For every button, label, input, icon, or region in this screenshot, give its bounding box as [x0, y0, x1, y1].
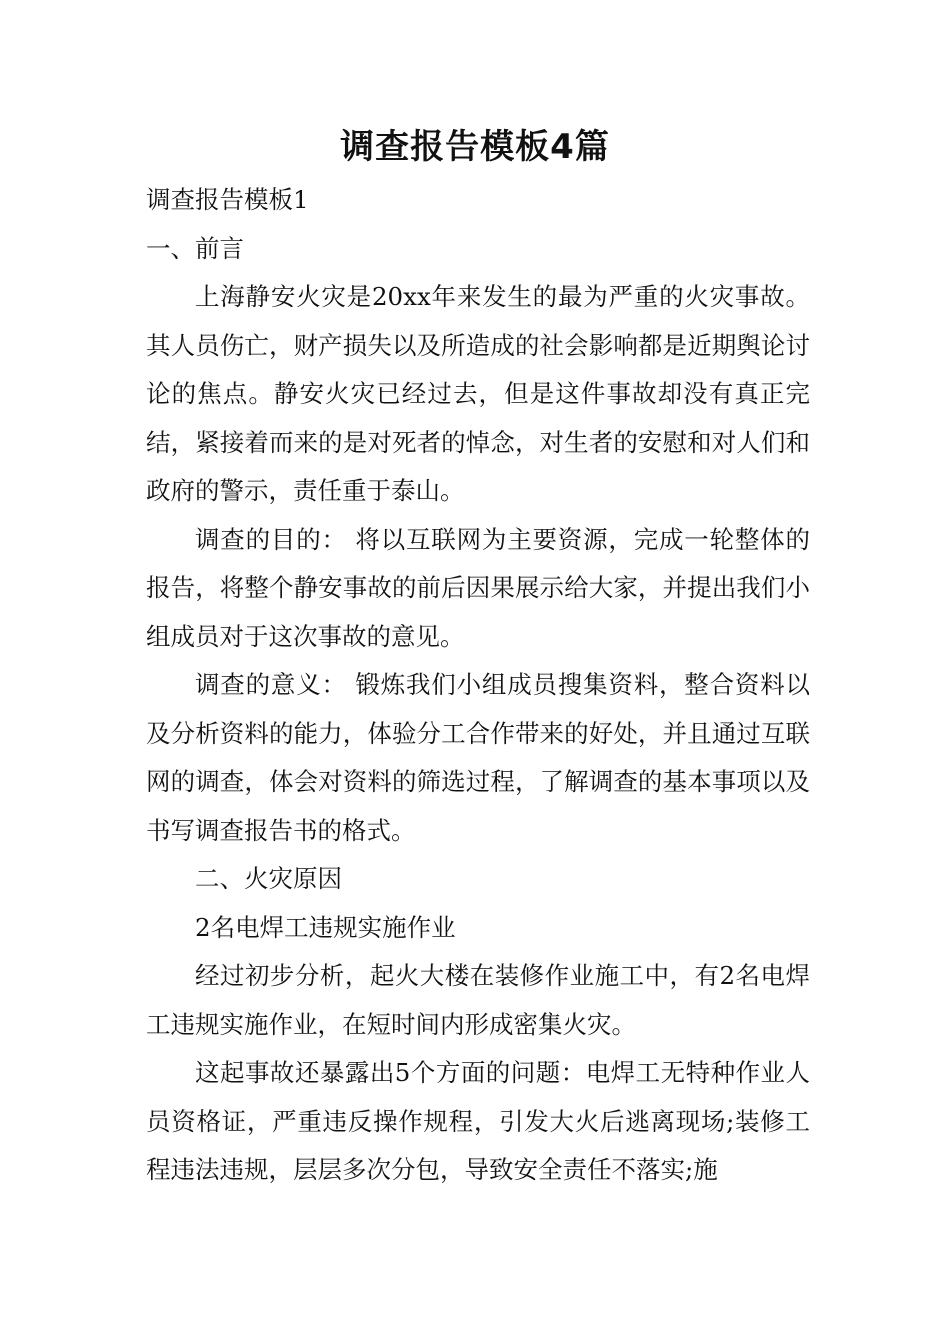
- paragraph: 2名电焊工违规实施作业: [195, 912, 456, 942]
- paragraph: 上海静安火灾是20xx年来发生的最为严重的火灾事故。其人员伤亡，财产损失以及所造成的社会影响都是近期舆论讨论的焦点。静安火灾已经过去，但是这件事故却没有真正完结，紧接着而来的是对死者的悼念，对生者的安慰和对人们和政府的警示，责任重于泰山。: [146, 282, 810, 505]
- paragraph: 调查的目的： 将以互联网为主要资源，完成一轮整体的报告，将整个静安事故的前后因果展示给大家，并提出我们小组成员对于这次事故的意见。: [146, 524, 810, 651]
- document-body: [146, 176, 810, 1195]
- paragraph: 调查报告模板1: [146, 185, 309, 214]
- document-title: 调查报告模板4篇: [340, 127, 610, 167]
- paragraph: 调查的意义： 锻炼我们小组成员搜集资料，整合资料以及分析资料的能力，体验分工合作带来的好处，并且通过互联网的调查，体会对资料的筛选过程，了解调查的基本事项以及书写调查报告书的格式。: [146, 670, 810, 845]
- paragraph: 二、火灾原因: [195, 864, 342, 893]
- paragraph: 经过初步分析，起火大楼在装修作业施工中，有2名电焊工违规实施作业，在短时间内形成密集火灾。: [146, 961, 810, 1039]
- paragraph: 这起事故还暴露出5个方面的问题：电焊工无特种作业人员资格证，严重违反操作规程，引发大火后逃离现场;装修工程违法违规，层层多次分包，导致安全责任不落实;施: [146, 1058, 810, 1184]
- paragraph: 一、前言: [146, 233, 244, 263]
